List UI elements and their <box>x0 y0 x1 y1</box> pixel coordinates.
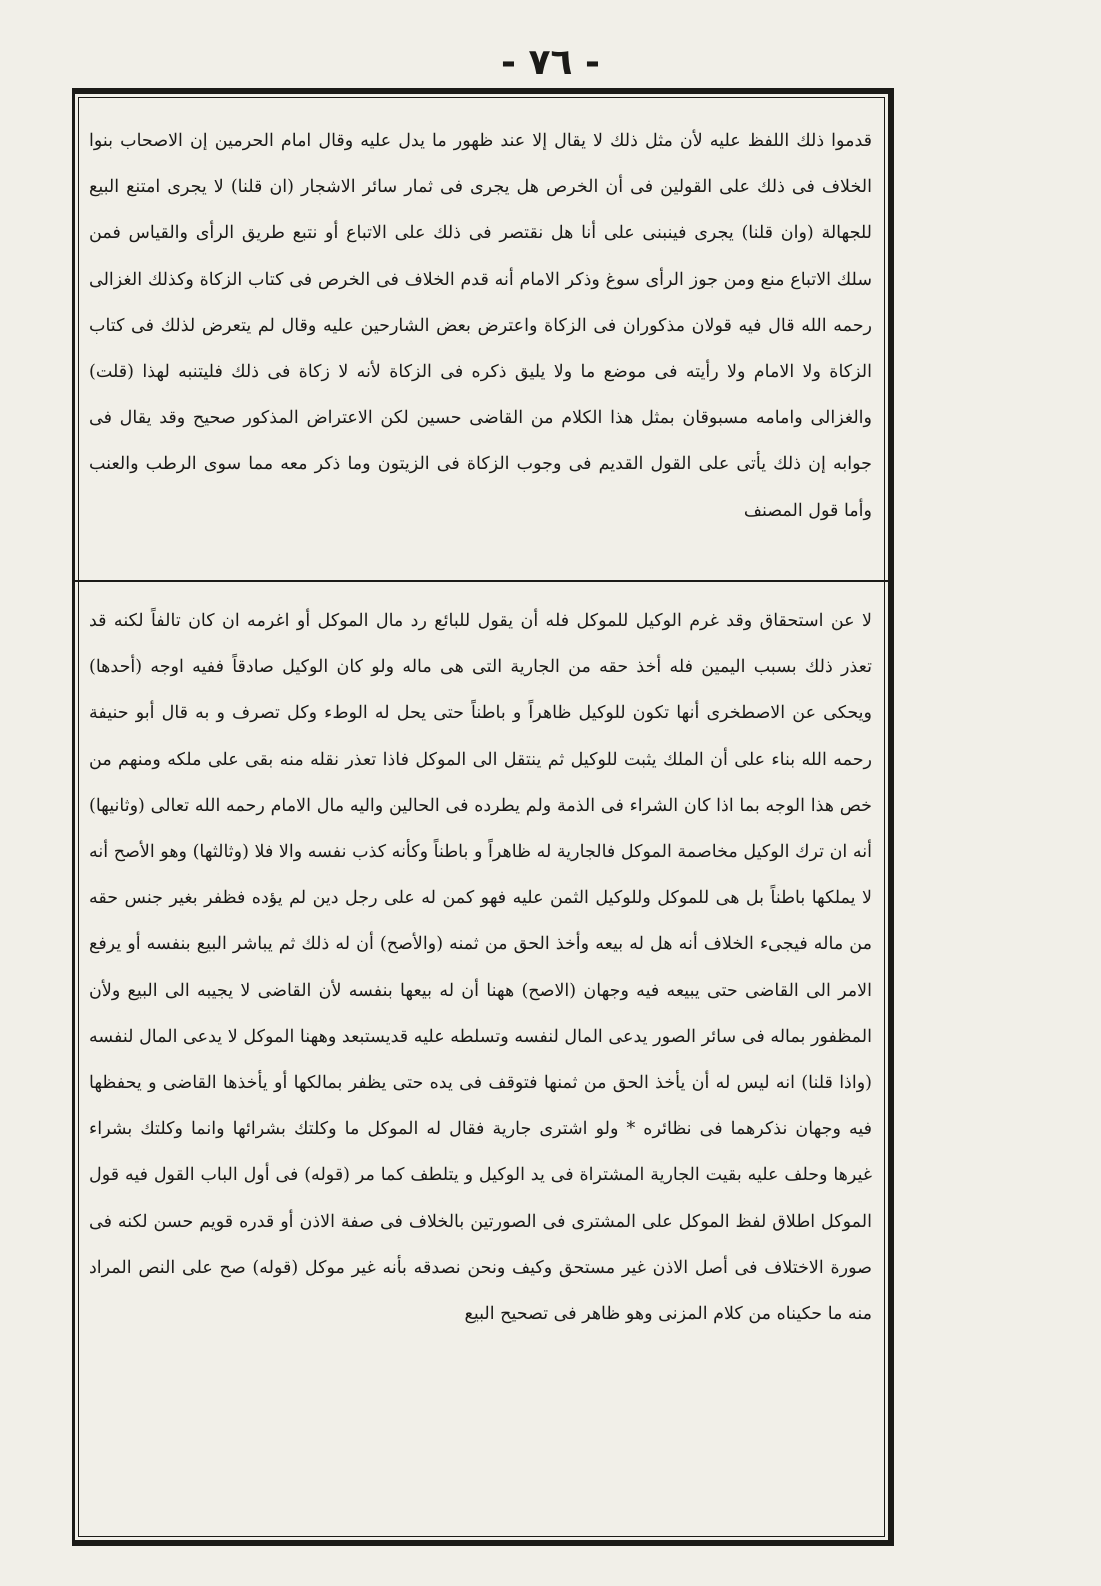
page-frame <box>72 88 894 1546</box>
commentary-text: قدموا ذلك اللفظ عليه لأن مثل ذلك لا يقال إلا عند ظهور ما يدل عليه وقال امام الحرمين إن الاصحاب بنوا الخلاف فى ذلك على القولين فى أن الخرص هل يجرى فى ثمار سائر الاشجار (ان قلنا) لا يجرى امتنع البيع للجهالة (وان قلنا) يجرى فينبنى على أنا هل نقتصر فى ذلك على الاتباع أو نتبع طريق الرأى والقياس فمن سلك الاتباع منع ومن جوز الرأى سوغ وذكر الامام أنه قدم الخلاف فى الخرص فى كتاب الزكاة وكذلك الغزالى رحمه الله قال فيه قولان مذكوران فى الزكاة واعترض بعض الشارحين عليه وقال لم يتعرض لذلك فى كتاب الزكاة ولا الامام ولا رأيته فى موضع ما ولا يليق ذكره فى الزكاة لأنه لا زكاة فى ذلك فليتنبه لهذا (قلت) والغزالى وامامه مسبوقان بمثل هذا الكلام من القاضى حسين لكن الاعتراض المذكور صحيح وقد يقال فى جوابه إن ذلك يأتى على القول القديم فى وجوب الزكاة فى الزيتون وما ذكر معه مما سوى الرطب والعنب وأما قول المصنف <box>89 131 872 521</box>
commentary-block <box>89 118 872 534</box>
section-divider <box>75 580 888 582</box>
page-number: - ٧٦ - <box>501 42 600 83</box>
main-text: لا عن استحقاق وقد غرم الوكيل للموكل فله أن يقول للبائع رد مال الموكل أو اغرمه ان كان تالفاً لكنه قد تعذر ذلك بسبب اليمين فله أخذ حقه من الجارية التى هى ماله ولو كان الوكيل صادقاً ففيه اوجه (أحدها) ويحكى عن الاصطخرى أنها تكون للوكيل ظاهراً و باطناً حتى يحل له الوطء وكل تصرف و به قال أبو حنيفة رحمه الله بناء على أن الملك يثبت للوكيل ثم ينتقل الى الموكل فاذا تعذر نقله منه بقى على ملكه ومنهم من خص هذا الوجه بما اذا كان الشراء فى الذمة ولم يطرده فى الحالين واليه مال الامام رحمه الله تعالى (وثانيها) أنه ان ترك الوكيل مخاصمة الموكل فالجارية له ظاهراً و باطناً وكأنه كذب نفسه والا فلا (وثالثها) وهو الأصح أنه لا يملكها باطناً بل هى للموكل وللوكيل الثمن عليه فهو كمن له على رجل دين لم يؤده فظفر بغير جنس حقه من ماله فيجىء الخلاف أنه هل له بيعه وأخذ الحق من ثمنه (والأصح) أن له ذلك ثم يباشر البيع بنفسه أو يرفع الامر الى القاضى حتى يبيعه فيه وجهان (الاصح) ههنا أن له بيعها بنفسه لأن القاضى لا يجيبه الى البيع ولأن المظفور بماله فى سائر الصور يدعى المال لنفسه وتسلطه عليه قديستبعد وههنا الموكل لا يدعى المال لنفسه (واذا قلنا) انه ليس له أن يأخذ الحق من ثمنها فتوقف فى يده حتى يظفر بمالكها أو يأخذها القاضى و يحفظها فيه وجهان نذكرهما فى نظائره * ولو اشترى جارية فقال له الموكل ما وكلتك بشرائها وانما وكلتك بشراء غيرها وحلف عليه بقيت الجارية المشتراة فى يد الوكيل و يتلطف كما مر (قوله) فى أول الباب القول فيه قول الموكل اطلاق لفظ الموكل على المشترى فى الصورتين بالخلاف فى صفة الاذن أو قدره قويم حسن لكنه فى صورة الاختلاف فى أصل الاذن غير مستحق وكيف ونحن نصدقه بأنه غير موكل (قوله) صح على النص المراد منه ما حكيناه من كلام المزنى وهو ظاهر فى تصحيح البيع <box>89 611 872 1325</box>
main-text-block <box>89 598 872 1337</box>
